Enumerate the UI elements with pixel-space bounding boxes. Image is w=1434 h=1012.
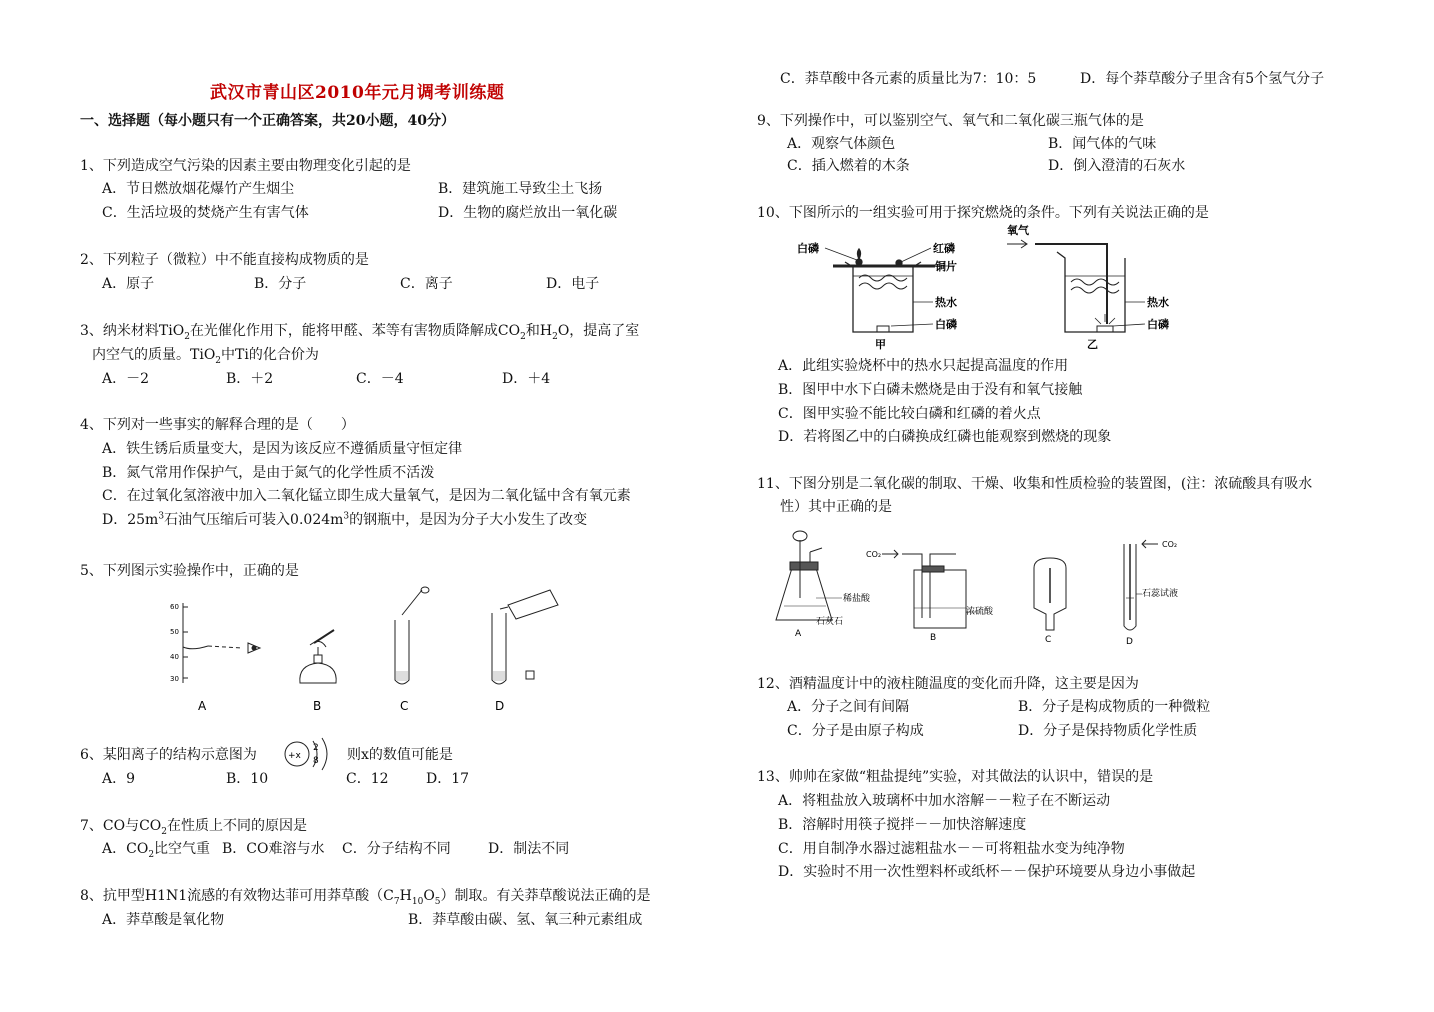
q4-stem: 4、下列对一些事实的解释合理的是（ ）	[80, 417, 355, 433]
beaker-yi	[1035, 244, 1125, 332]
q1-option-a: A．节日燃放烟花爆竹产生烟尘	[102, 181, 295, 197]
label-co2-b: CO₂	[866, 550, 882, 559]
q3-stem-line2: 内空气的质量。TiO$_2$中Ti的化合价为	[92, 347, 319, 366]
q7-option-d: D．制法不同	[488, 841, 570, 857]
q8-option-d: D．每个莽草酸分子里含有5个氢气分子	[1080, 71, 1325, 87]
shell-2-electrons: 8	[313, 756, 319, 766]
q10-option-b: B．图甲中水下白磷未燃烧是由于没有和氧气接触	[778, 382, 1083, 398]
q10-option-a: A．此组实验烧杯中的热水只起提高温度的作用	[778, 358, 1069, 374]
label-white-phosphorus-3: 白磷	[1147, 318, 1169, 331]
q13-option-b: B．溶解时用筷子搅拌－－加快溶解速度	[778, 817, 1027, 833]
q5-stem: 5、下列图示实验操作中，正确的是	[80, 563, 299, 579]
q8-stem: 8、抗甲型H1N1流感的有效物达菲可用莽草酸$(C_7H_{10}O_5)$制取。有关莽草酸说法正确的是	[80, 888, 651, 907]
beaker-jia	[833, 249, 935, 332]
q3-option-a: A．－2	[102, 371, 150, 387]
co2-apparatus-figure	[770, 528, 1200, 648]
label-white-phosphorus: 白磷	[797, 242, 819, 255]
q12-option-d: D．分子是保持物质化学性质	[1018, 723, 1198, 739]
label-oxygen: 氧气	[1007, 224, 1029, 237]
q12-option-b: B．分子是构成物质的一种微粒	[1018, 699, 1211, 715]
label-hot-water-2: 热水	[1147, 296, 1169, 309]
label-red-phosphorus: 红磷	[933, 242, 955, 255]
pouring-reagent-diagram	[492, 590, 558, 684]
q6-stem: 6、某阳离子的结构示意图为	[80, 747, 257, 763]
q10-option-c: C．图甲实验不能比较白磷和红磷的着火点	[778, 406, 1041, 422]
nucleus-label: +x	[288, 751, 301, 761]
q9-option-d: D．倒入澄清的石灰水	[1048, 158, 1186, 174]
q1-option-b: B．建筑施工导致尘土飞扬	[438, 181, 603, 197]
q1-option-d: D．生物的腐烂放出一氧化碳	[438, 205, 618, 221]
q2-option-c: C．离子	[400, 276, 453, 292]
q7-option-a: A．$CO_2$比空气重	[102, 841, 211, 860]
tick-label: 50	[170, 628, 179, 636]
label-conc-sulfuric: 浓硫酸	[966, 607, 994, 617]
q2-stem: 2、下列粒子（微粒）中不能直接构成物质的是	[80, 252, 369, 268]
q13-option-d: D．实验时不用一次性塑料杯或纸杯－－保护环境要从身边小事做起	[778, 864, 1196, 880]
apparatus-c-bottle	[1034, 558, 1066, 630]
label-jia: 甲	[875, 338, 886, 351]
q12-option-a: A．分子之间有间隔	[787, 699, 910, 715]
q4-option-c: C．在过氧化氢溶液中加入二氧化锰立即生成大量氧气，是因为二氧化锰中含有氧元素	[102, 488, 631, 504]
q10-option-d: D．若将图乙中的白磷换成红磷也能观察到燃烧的现象	[778, 429, 1112, 445]
label-a: A	[795, 629, 802, 639]
label-d: D	[1126, 637, 1133, 647]
q1-stem: 1、下列造成空气污染的因素主要由物理变化引起的是	[80, 158, 411, 174]
q7-option-b: B．CO难溶与水	[222, 841, 325, 857]
q6-option-b: B．10	[226, 771, 269, 787]
shell-1-electrons: 2	[313, 743, 319, 753]
q12-option-c: C．分子是由原子构成	[787, 723, 924, 739]
q13-option-c: C．用自制净水器过滤粗盐水－－可将粗盐水变为纯净物	[778, 841, 1125, 857]
label-yi: 乙	[1087, 338, 1098, 351]
tick-label: 30	[170, 675, 179, 683]
apparatus-b-wash-bottle	[882, 550, 966, 628]
q2-option-b: B．分子	[254, 276, 307, 292]
label-b: B	[930, 633, 937, 643]
q9-option-b: B．闻气体的气味	[1048, 136, 1157, 152]
q4-option-b: B．氮气常用作保护气，是由于氮气的化学性质不活泼	[102, 465, 435, 481]
apparatus-a-flask	[776, 531, 832, 620]
fig-label-d: D	[495, 699, 505, 713]
q9-stem: 9、下列操作中，可以鉴别空气、氧气和二氧化碳三瓶气体的是	[757, 113, 1144, 129]
q11-stem-line2: 性）其中正确的是	[780, 499, 892, 515]
test-tube-dropper-diagram	[395, 587, 429, 684]
label-copper: 铜片	[935, 260, 957, 273]
graduated-cylinder-diagram	[183, 603, 260, 683]
q4-option-a: A．铁生锈后质量变大，是因为该反应不遵循质量守恒定律	[102, 441, 463, 457]
q11-stem: 11、下图分别是二氧化碳的制取、干燥、收集和性质检验的装置图，(注：浓硫酸具有吸水	[757, 476, 1313, 492]
q6-option-c: C．12	[346, 771, 389, 787]
combustion-experiment-figure	[795, 222, 1195, 352]
q6-option-d: D．17	[426, 771, 470, 787]
q8-option-a: A．莽草酸是氧化物	[102, 912, 225, 928]
tick-label: 40	[170, 653, 179, 661]
label-white-phosphorus-2: 白磷	[935, 318, 957, 331]
label-dilute-hcl: 稀盐酸	[843, 594, 871, 604]
q13-stem: 13、帅帅在家做“粗盐提纯”实验，对其做法的认识中，错误的是	[757, 769, 1154, 785]
section-heading: 一、选择题（每小题只有一个正确答案，共20小题，40分）	[80, 113, 455, 129]
q3-option-c: C．－4	[356, 371, 404, 387]
q13-option-a: A．将粗盐放入玻璃杯中加水溶解－－粒子在不断运动	[778, 793, 1111, 809]
q3-option-d: D．＋4	[502, 371, 551, 387]
q12-stem: 12、酒精温度计中的液柱随温度的变化而升降，这主要是因为	[757, 676, 1139, 692]
q4-option-d: D．$25m^3$石油气压缩后可装入$0.024m^3$的钢瓶中，是因为分子大小发生了改变	[102, 511, 588, 528]
q10-stem: 10、下图所示的一组实验可用于探究燃烧的条件。下列有关说法正确的是	[757, 205, 1209, 221]
fig-label-c: C	[400, 699, 409, 713]
q7-stem: 7、CO与$CO_2$在性质上不同的原因是	[80, 818, 308, 837]
page-title: 武汉市青山区2010年元月调考训练题	[210, 83, 505, 103]
label-co2-d: CO₂	[1162, 540, 1178, 549]
label-litmus: 石蕊试液	[1142, 589, 1179, 599]
label-hot-water: 热水	[935, 296, 957, 309]
q3-stem: 3、纳米材料TiO$_2$在光催化作用下，能将甲醛、苯等有害物质降解成$CO_2$和$H_2O$，提高了室	[80, 323, 640, 342]
q2-option-d: D．电子	[546, 276, 600, 292]
q7-option-c: C．分子结构不同	[342, 841, 451, 857]
alcohol-lamp-diagram	[300, 630, 336, 683]
fig-label-b: B	[313, 699, 322, 713]
label-c: C	[1045, 635, 1052, 645]
q5-figure	[170, 585, 570, 713]
q9-option-c: C．插入燃着的木条	[787, 158, 910, 174]
q8-option-b: B．莽草酸由碳、氢、氧三种元素组成	[408, 912, 643, 928]
q3-option-b: B．＋2	[226, 371, 274, 387]
label-limestone: 石灰石	[816, 617, 844, 627]
q6-stem-end: 则x的数值可能是	[347, 747, 453, 763]
q1-option-c: C．生活垃圾的焚烧产生有害气体	[102, 205, 309, 221]
fig-label-a: A	[198, 699, 207, 713]
q6-option-a: A．9	[102, 771, 136, 787]
q8-option-c: C．莽草酸中各元素的质量比为7：10：5	[780, 71, 1037, 87]
apparatus-d-test-tube	[1124, 540, 1158, 630]
q2-option-a: A．原子	[102, 276, 155, 292]
tick-label: 60	[170, 603, 179, 611]
q9-option-a: A．观察气体颜色	[787, 136, 896, 152]
ion-structure-diagram	[283, 735, 339, 775]
